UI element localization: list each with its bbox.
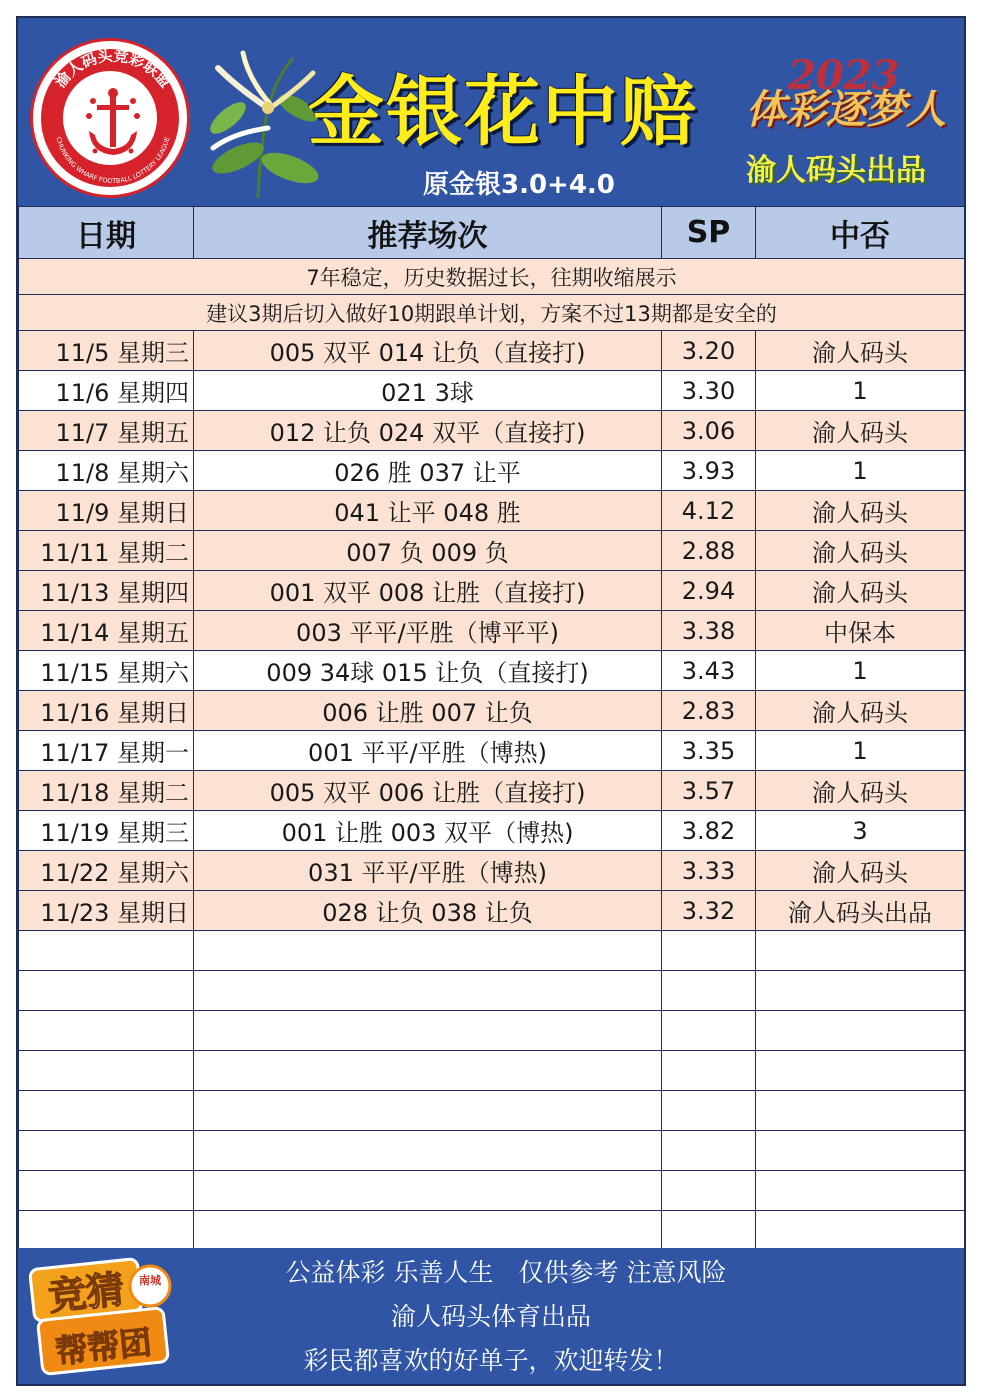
footer-banner (18, 1248, 964, 1384)
footer-disclaimer: 公益体彩 乐善人生 仅供参考 注意风险 (285, 1258, 727, 1287)
sp-cell: 2.88 (662, 531, 756, 571)
table-row (19, 331, 965, 371)
league-logo (30, 38, 190, 198)
empty-table-row (19, 1171, 965, 1211)
empty-cell (662, 1171, 756, 1211)
lottery-sheet (16, 16, 966, 1386)
result-cell: 1 (756, 731, 965, 771)
result-cell: 渝人码头 (756, 851, 965, 891)
empty-table-row (19, 931, 965, 971)
empty-cell (19, 1131, 194, 1171)
table-row (19, 691, 965, 731)
empty-cell (19, 1091, 194, 1131)
table-row (19, 371, 965, 411)
match-cell: 031 平平/平胜（博热) (194, 851, 662, 891)
result-cell: 渝人码头 (756, 531, 965, 571)
svg-text:竞猜: 竞猜 (46, 1267, 127, 1319)
sp-cell: 4.12 (662, 491, 756, 531)
sp-cell: 2.94 (662, 571, 756, 611)
sp-cell: 3.93 (662, 451, 756, 491)
table-row (19, 531, 965, 571)
date-cell: 11/9 星期日 (19, 491, 194, 531)
sp-cell: 3.38 (662, 611, 756, 651)
empty-cell (19, 1171, 194, 1211)
svg-text:帮帮团: 帮帮团 (53, 1323, 154, 1371)
empty-cell (194, 1131, 662, 1171)
match-cell: 005 双平 014 让负（直接打) (194, 331, 662, 371)
empty-table-row (19, 1091, 965, 1131)
match-cell: 001 平平/平胜（博热) (194, 731, 662, 771)
empty-cell (194, 1051, 662, 1091)
table-header-row (19, 207, 965, 259)
match-cell: 007 负 009 负 (194, 531, 662, 571)
match-cell: 026 胜 037 让平 (194, 451, 662, 491)
table-row (19, 771, 965, 811)
empty-table-row (19, 971, 965, 1011)
footer-producer: 渝人码头体育出品 (390, 1302, 591, 1331)
date-cell: 11/14 星期五 (19, 611, 194, 651)
empty-cell (19, 931, 194, 971)
column-header-date: 日期 (19, 207, 194, 259)
table-row (19, 851, 965, 891)
empty-cell (756, 931, 965, 971)
sp-cell: 2.83 (662, 691, 756, 731)
empty-cell (756, 1211, 965, 1251)
empty-cell (662, 1091, 756, 1131)
result-cell: 渝人码头出品 (756, 891, 965, 931)
empty-table-row (19, 1211, 965, 1251)
table-row (19, 611, 965, 651)
date-cell: 11/18 星期二 (19, 771, 194, 811)
match-cell: 001 双平 008 让胜（直接打) (194, 571, 662, 611)
table-row (19, 731, 965, 771)
match-cell: 001 让胜 003 双平（博热) (194, 811, 662, 851)
svg-text:CHUNKING WHARF FOOTBALL LOTTER: CHUNKING WHARF FOOTBALL LOTTERY LEAGUE (54, 136, 172, 186)
match-cell: 021 3球 (194, 371, 662, 411)
match-cell: 028 让负 038 让负 (194, 891, 662, 931)
date-cell: 11/23 星期日 (19, 891, 194, 931)
empty-cell (662, 931, 756, 971)
empty-table-row (19, 1131, 965, 1171)
page-title: 金银花中赔 (308, 67, 698, 156)
column-header-result: 中否 (756, 207, 965, 259)
sp-cell: 3.30 (662, 371, 756, 411)
table-row (19, 651, 965, 691)
date-cell: 11/7 星期五 (19, 411, 194, 451)
date-cell: 11/16 星期日 (19, 691, 194, 731)
sp-cell: 3.43 (662, 651, 756, 691)
sp-cell: 3.06 (662, 411, 756, 451)
empty-cell (194, 1211, 662, 1251)
empty-cell (662, 971, 756, 1011)
sp-cell: 3.20 (662, 331, 756, 371)
empty-cell (194, 1171, 662, 1211)
svg-text:南城: 南城 (139, 1274, 161, 1287)
anchor-icon (33, 41, 193, 201)
result-cell: 1 (756, 371, 965, 411)
empty-cell (19, 1211, 194, 1251)
match-cell: 009 34球 015 让负（直接打) (194, 651, 662, 691)
sp-cell: 3.82 (662, 811, 756, 851)
table-row (19, 491, 965, 531)
empty-cell (194, 971, 662, 1011)
match-cell: 041 让平 048 胜 (194, 491, 662, 531)
slogan-text: 体彩逐梦人 (746, 86, 946, 133)
note-text: 7年稳定，历史数据过长，往期收缩展示 (19, 259, 965, 295)
empty-cell (756, 971, 965, 1011)
producer-label: 渝人码头出品 (746, 153, 926, 188)
note-row (19, 259, 965, 295)
empty-cell (756, 1171, 965, 1211)
empty-cell (194, 1091, 662, 1131)
empty-cell (662, 1211, 756, 1251)
empty-table-row (19, 1011, 965, 1051)
date-cell: 11/22 星期六 (19, 851, 194, 891)
empty-cell (756, 1051, 965, 1091)
date-cell: 11/13 星期四 (19, 571, 194, 611)
column-header-sp: SP (662, 207, 756, 259)
result-cell: 渝人码头 (756, 411, 965, 451)
table-row (19, 411, 965, 451)
table-row (19, 811, 965, 851)
date-cell: 11/17 星期一 (19, 731, 194, 771)
result-cell: 渝人码头 (756, 691, 965, 731)
sp-cell: 3.35 (662, 731, 756, 771)
empty-table-row (19, 1051, 965, 1091)
empty-cell (19, 971, 194, 1011)
footer-share-note: 彩民都喜欢的好单子，欢迎转发！ (303, 1346, 679, 1375)
empty-cell (194, 1011, 662, 1051)
empty-cell (194, 931, 662, 971)
svg-text:渝人码头竞彩联盟: 渝人码头竞彩联盟 (51, 46, 175, 91)
page-subtitle: 原金银3.0+4.0 (423, 170, 615, 200)
date-cell: 11/15 星期六 (19, 651, 194, 691)
match-cell: 003 平平/平胜（博平平) (194, 611, 662, 651)
empty-cell (756, 1011, 965, 1051)
result-cell: 1 (756, 651, 965, 691)
slogan-year: 2023 (788, 52, 900, 99)
result-cell: 渝人码头 (756, 571, 965, 611)
empty-cell (756, 1091, 965, 1131)
date-cell: 11/11 星期二 (19, 531, 194, 571)
match-cell: 005 双平 006 让胜（直接打) (194, 771, 662, 811)
empty-cell (19, 1011, 194, 1051)
sp-cell: 3.33 (662, 851, 756, 891)
date-cell: 11/5 星期三 (19, 331, 194, 371)
date-cell: 11/8 星期六 (19, 451, 194, 491)
note-text: 建议3期后切入做好10期跟单计划，方案不过13期都是安全的 (19, 295, 965, 331)
empty-cell (662, 1011, 756, 1051)
note-row (19, 295, 965, 331)
sp-cell: 3.57 (662, 771, 756, 811)
sp-cell: 3.32 (662, 891, 756, 931)
empty-cell (756, 1131, 965, 1171)
date-cell: 11/6 星期四 (19, 371, 194, 411)
recommendation-table (18, 206, 965, 1251)
match-cell: 012 让负 024 双平（直接打) (194, 411, 662, 451)
table-row (19, 891, 965, 931)
table-row (19, 571, 965, 611)
result-cell: 中保本 (756, 611, 965, 651)
result-cell: 渝人码头 (756, 771, 965, 811)
result-cell: 渝人码头 (756, 331, 965, 371)
match-cell: 006 让胜 007 让负 (194, 691, 662, 731)
date-cell: 11/19 星期三 (19, 811, 194, 851)
empty-cell (19, 1051, 194, 1091)
empty-cell (662, 1131, 756, 1171)
result-cell: 3 (756, 811, 965, 851)
column-header-match: 推荐场次 (194, 207, 662, 259)
table-row (19, 451, 965, 491)
result-cell: 渝人码头 (756, 491, 965, 531)
result-cell: 1 (756, 451, 965, 491)
empty-cell (662, 1051, 756, 1091)
header-banner (18, 18, 964, 206)
